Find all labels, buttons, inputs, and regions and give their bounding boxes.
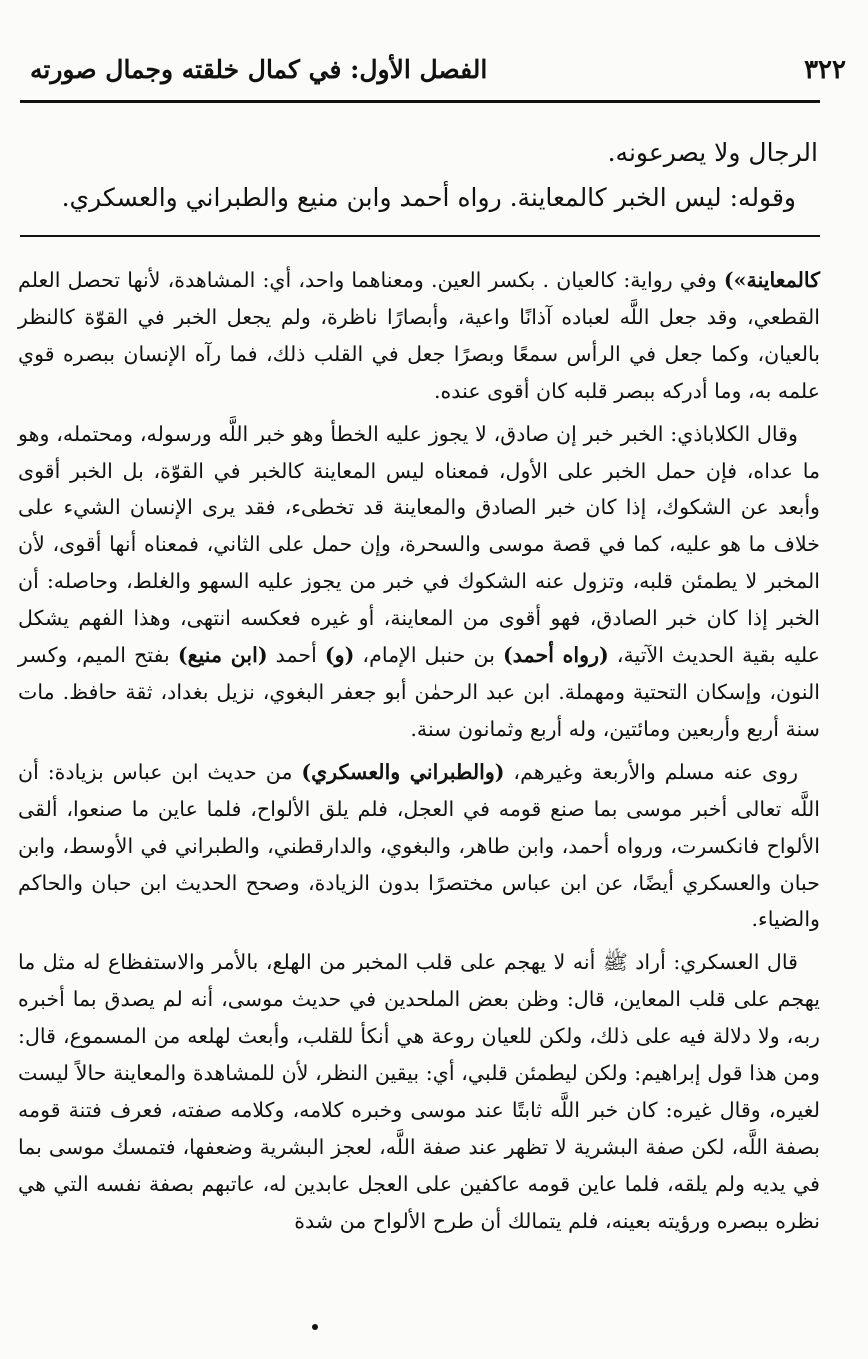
lemma: (و) [324,643,355,668]
paragraph-text: من حديث ابن عباس بزيادة: أن اللَّه تعالى أخبر موسى بما صنع قومه في العجل، فلم يلق الألواح، فلما عاين ما صنعوا، ألقى الألواح فانكسرت، ورواه أحمد، وابن طاهر، والبغوي، والدارقطني، والطبراني في الأوسط، وابن حبان والعسكري أيضًا، عن ابن عباس مختصرًا بدون الزيادة، وصحح الحديث ابن حبان والحاكم والضياء. [18,759,820,932]
paragraph-text: أنه لا يهجم على قلب المخبر من الهلع، بالأمر والاستفظاع له مثل ما يهجم على قلب المعاين، قال: وظن بعض الملحدين في حديث موسى، أنه لم يصدق بما أخبره ربه، ولا دلالة فيه على ذلك، ولكن للعيان روعة هي أنكأ للقلب، وأبعث لهلعه من المسموع، قال: ومن هذا قول إبراهيم: ولكن ليطمئن قلبي، أي: بيقين النظر، لأن للمشاهدة والمعاينة حالاً ليست لغيره، وقال غيره: كان خبر اللَّه ثابتًا عند موسى وخبره كلامه، وكلامه صفته، فعرف فتنة قومه بصفة اللَّه، لكن صفة البشرية لا تظهر عند صفة اللَّه، لعجز البشرية وضعفها، فتمسك موسى بما في يديه ولم يلقه، فلما عاين قومه عاكفين على العجل عابدين له، عاتبهم بصفة نفسه التي هي نظره ببصره ورؤيته بعينه، فلم يتمالك أن طرح الألواح من شدة [18,950,820,1233]
running-head [30,55,846,101]
paragraph-text: روى عنه مسلم والأربعة وغيرهم، [504,759,799,784]
lemma: (رواه أحمد) [503,643,609,668]
lemma: كالمعاينة») [723,268,820,292]
lemma: (والطبراني والعسكري) [301,759,505,784]
paragraph-text: وفي رواية: كالعيان . بكسر العين. ومعناهما واحد، أي: المشاهدة، لأنها تحصل العلم القطعي، وقد جعل اللَّه لعباده آذانًا واعية، وأبصارًا ناظرة، ولم يجعل الخبر في القوّة كالنظر بالعيان، وكما جعل في الرأس سمعًا وبصرًا جعل في القلب ذلك، فما رآه الإنسان ببصره قوي علمه به، وما أدركه ببصر قلبه كان أقوى عنده. [18,268,820,403]
matn-separator-rule [20,235,820,237]
salawat-glyph: ﷺ [602,950,628,975]
lemma: (ابن منيع) [177,643,268,668]
commentary-paragraph [18,416,820,748]
matn-line: الرجال ولا يصرعونه. [607,138,818,167]
commentary-text [18,262,820,1246]
paragraph-text: قال العسكري: أراد [627,950,798,975]
paragraph-text: وقال الكلاباذي: الخبر خبر إن صادق، لا يجوز عليه الخطأ وهو خبر اللَّه ورسوله، ومحتمله، وهو ما عداه، فإن حمل الخبر على الأول، فمعناه ليس المعاينة كالخبر في القوّة، بل الخبر أقوى وأبعد عن الشكوك، إذا كان خبر الصادق والمعاينة قد تخطىء، فقد يرى الإنسان الشيء على خلاف ما هو عليه، كما في قصة موسى والسحرة، وإن حمل على الثاني، فمعناه أنها أقوى، لأن المخبر لا يطمئن قلبه، وتزول عنه الشكوك في خبر من يجوز عليه السهو والغلط، وحاصله: أن الخبر إذا كان خبر الصادق، فهو أقوى من المعاينة، أو غيره فعكسه انتهى، وهذا الفهم يشكل عليه بقية الحديث الآتية، [18,421,820,668]
paragraph-text: بن حنبل الإمام، [354,643,503,668]
chapter-title: الفصل الأول: في كمال خلقته وجمال صورته [30,55,488,84]
matn-line: وقوله: ليس الخبر كالمعاينة. رواه أحمد وابن منيع والطبراني والعسكري. [61,183,796,212]
commentary-paragraph [18,754,820,939]
page-end-dot [312,1324,318,1330]
commentary-paragraph [18,944,820,1239]
commentary-paragraph [18,262,820,410]
header-rule [20,100,820,103]
page-number: ٣٢٢ [804,55,846,85]
matn-text [50,130,818,220]
paragraph-text: بفتح الميم، وكسر النون، وإسكان التحتية ومهملة. ابن عبد الرحمٰن أبو جعفر البغوي، نزيل بغداد، ثقة حافظ. مات سنة أربع وأربعين ومائتين، وله أربع وثمانون سنة. [18,643,820,741]
paragraph-text: أحمد [267,643,325,668]
